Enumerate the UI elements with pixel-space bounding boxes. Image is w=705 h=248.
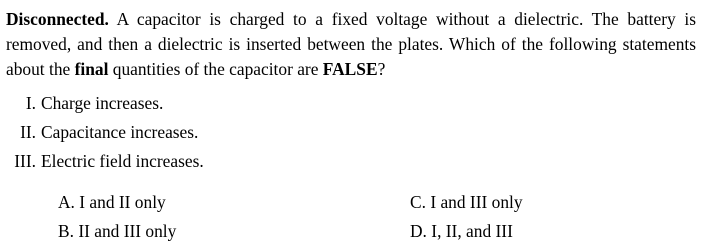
statement-number: III. (14, 151, 36, 171)
choice-label: B. (58, 221, 74, 241)
choice-row (58, 190, 698, 219)
statement-number: II. (20, 122, 36, 142)
question-text (6, 7, 696, 82)
answer-choices (58, 190, 698, 248)
choice-label: D. (410, 221, 427, 241)
statement-number: I. (25, 93, 36, 113)
statement-item (6, 91, 506, 120)
question-body-3: ? (377, 59, 386, 79)
choice-b[interactable] (58, 219, 176, 244)
statement-list (6, 91, 506, 178)
choice-text: I, II, and III (431, 221, 513, 241)
statement-item (6, 120, 506, 149)
choice-d[interactable] (410, 219, 513, 244)
question-body-2: quantities of the capacitor are (108, 59, 323, 79)
choice-a[interactable] (58, 190, 166, 215)
choice-label: C. (410, 192, 426, 212)
statement-text: Charge increases. (41, 93, 164, 113)
statement-item (6, 149, 506, 178)
choice-text: II and III only (78, 221, 177, 241)
choice-c[interactable] (410, 190, 523, 215)
question-body-1: A capacitor is charged to a fixed voltage without a dielectric. The battery is removed, and then a dielectric is inserted between the plates. Which of the following statements about the (6, 9, 696, 79)
question-emphasis-false: FALSE (322, 59, 378, 79)
question-emphasis-final: final (74, 59, 109, 79)
choice-label: A. (58, 192, 75, 212)
choice-text: I and III only (430, 192, 523, 212)
statement-text: Electric field increases. (41, 151, 204, 171)
choice-text: I and II only (79, 192, 166, 212)
choice-row (58, 219, 698, 248)
statement-text: Capacitance increases. (41, 122, 199, 142)
question-lead: Disconnected. (6, 9, 109, 29)
